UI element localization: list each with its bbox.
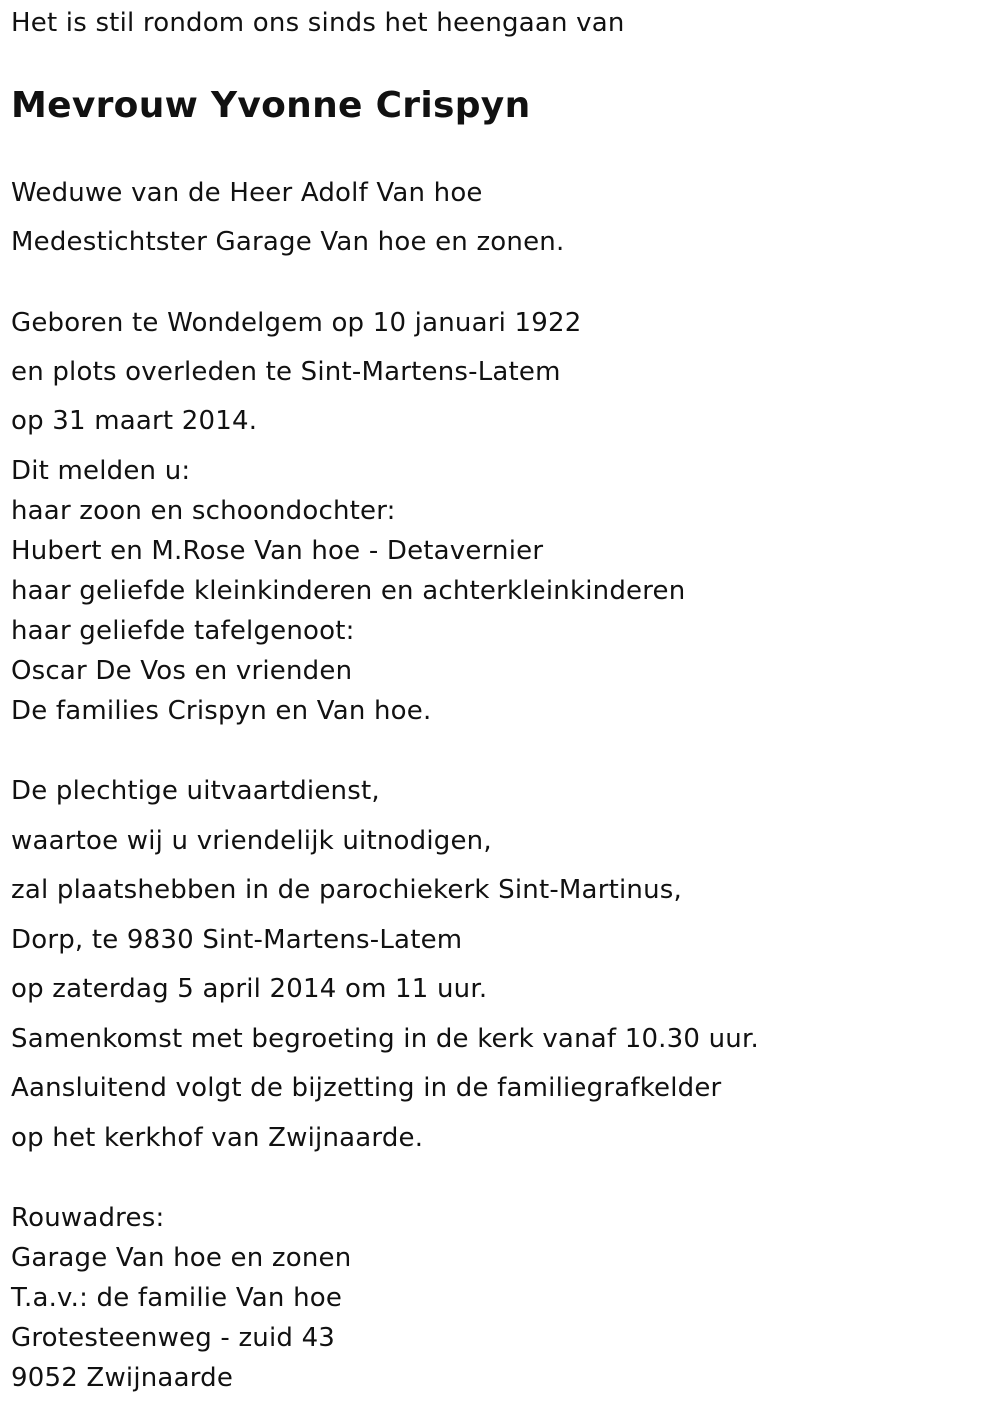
- ceremony-line: zal plaatshebben in de parochiekerk Sint-Martinus,: [11, 875, 682, 905]
- relation-line: Medestichtster Garage Van hoe en zonen.: [11, 227, 565, 257]
- address-line: Grotesteenweg - zuid 43: [11, 1323, 336, 1353]
- ceremony-line: Samenkomst met begroeting in de kerk vanaf 10.30 uur.: [11, 1024, 759, 1054]
- address-line: Garage Van hoe en zonen: [11, 1243, 352, 1273]
- ceremony-line: waartoe wij u vriendelijk uitnodigen,: [11, 826, 492, 856]
- announcer-line: haar zoon en schoondochter:: [11, 496, 396, 526]
- address-line: T.a.v.: de familie Van hoe: [11, 1283, 343, 1313]
- ceremony-line: Dorp, te 9830 Sint-Martens-Latem: [11, 925, 463, 955]
- announcer-line: De families Crispyn en Van hoe.: [11, 696, 432, 726]
- intro-text: Het is stil rondom ons sinds het heengaan van: [11, 8, 625, 38]
- address-heading: Rouwadres:: [11, 1203, 165, 1233]
- deceased-name: Mevrouw Yvonne Crispyn: [11, 85, 531, 126]
- birth-death-line: op 31 maart 2014.: [11, 406, 258, 436]
- ceremony-line: op het kerkhof van Zwijnaarde.: [11, 1123, 424, 1153]
- announcer-line: Hubert en M.Rose Van hoe - Detavernier: [11, 536, 544, 566]
- announcer-line: haar geliefde kleinkinderen en achterkleinkinderen: [11, 576, 686, 606]
- ceremony-line: Aansluitend volgt de bijzetting in de familiegrafkelder: [11, 1073, 722, 1103]
- address-line: 9052 Zwijnaarde: [11, 1363, 234, 1393]
- birth-death-line: en plots overleden te Sint-Martens-Latem: [11, 357, 561, 387]
- ceremony-line: De plechtige uitvaartdienst,: [11, 776, 380, 806]
- ceremony-line: op zaterdag 5 april 2014 om 11 uur.: [11, 974, 488, 1004]
- relation-line: Weduwe van de Heer Adolf Van hoe: [11, 178, 483, 208]
- announcer-line: Oscar De Vos en vrienden: [11, 656, 353, 686]
- announcer-line: Dit melden u:: [11, 456, 191, 486]
- birth-death-line: Geboren te Wondelgem op 10 januari 1922: [11, 308, 582, 338]
- announcer-line: haar geliefde tafelgenoot:: [11, 616, 355, 646]
